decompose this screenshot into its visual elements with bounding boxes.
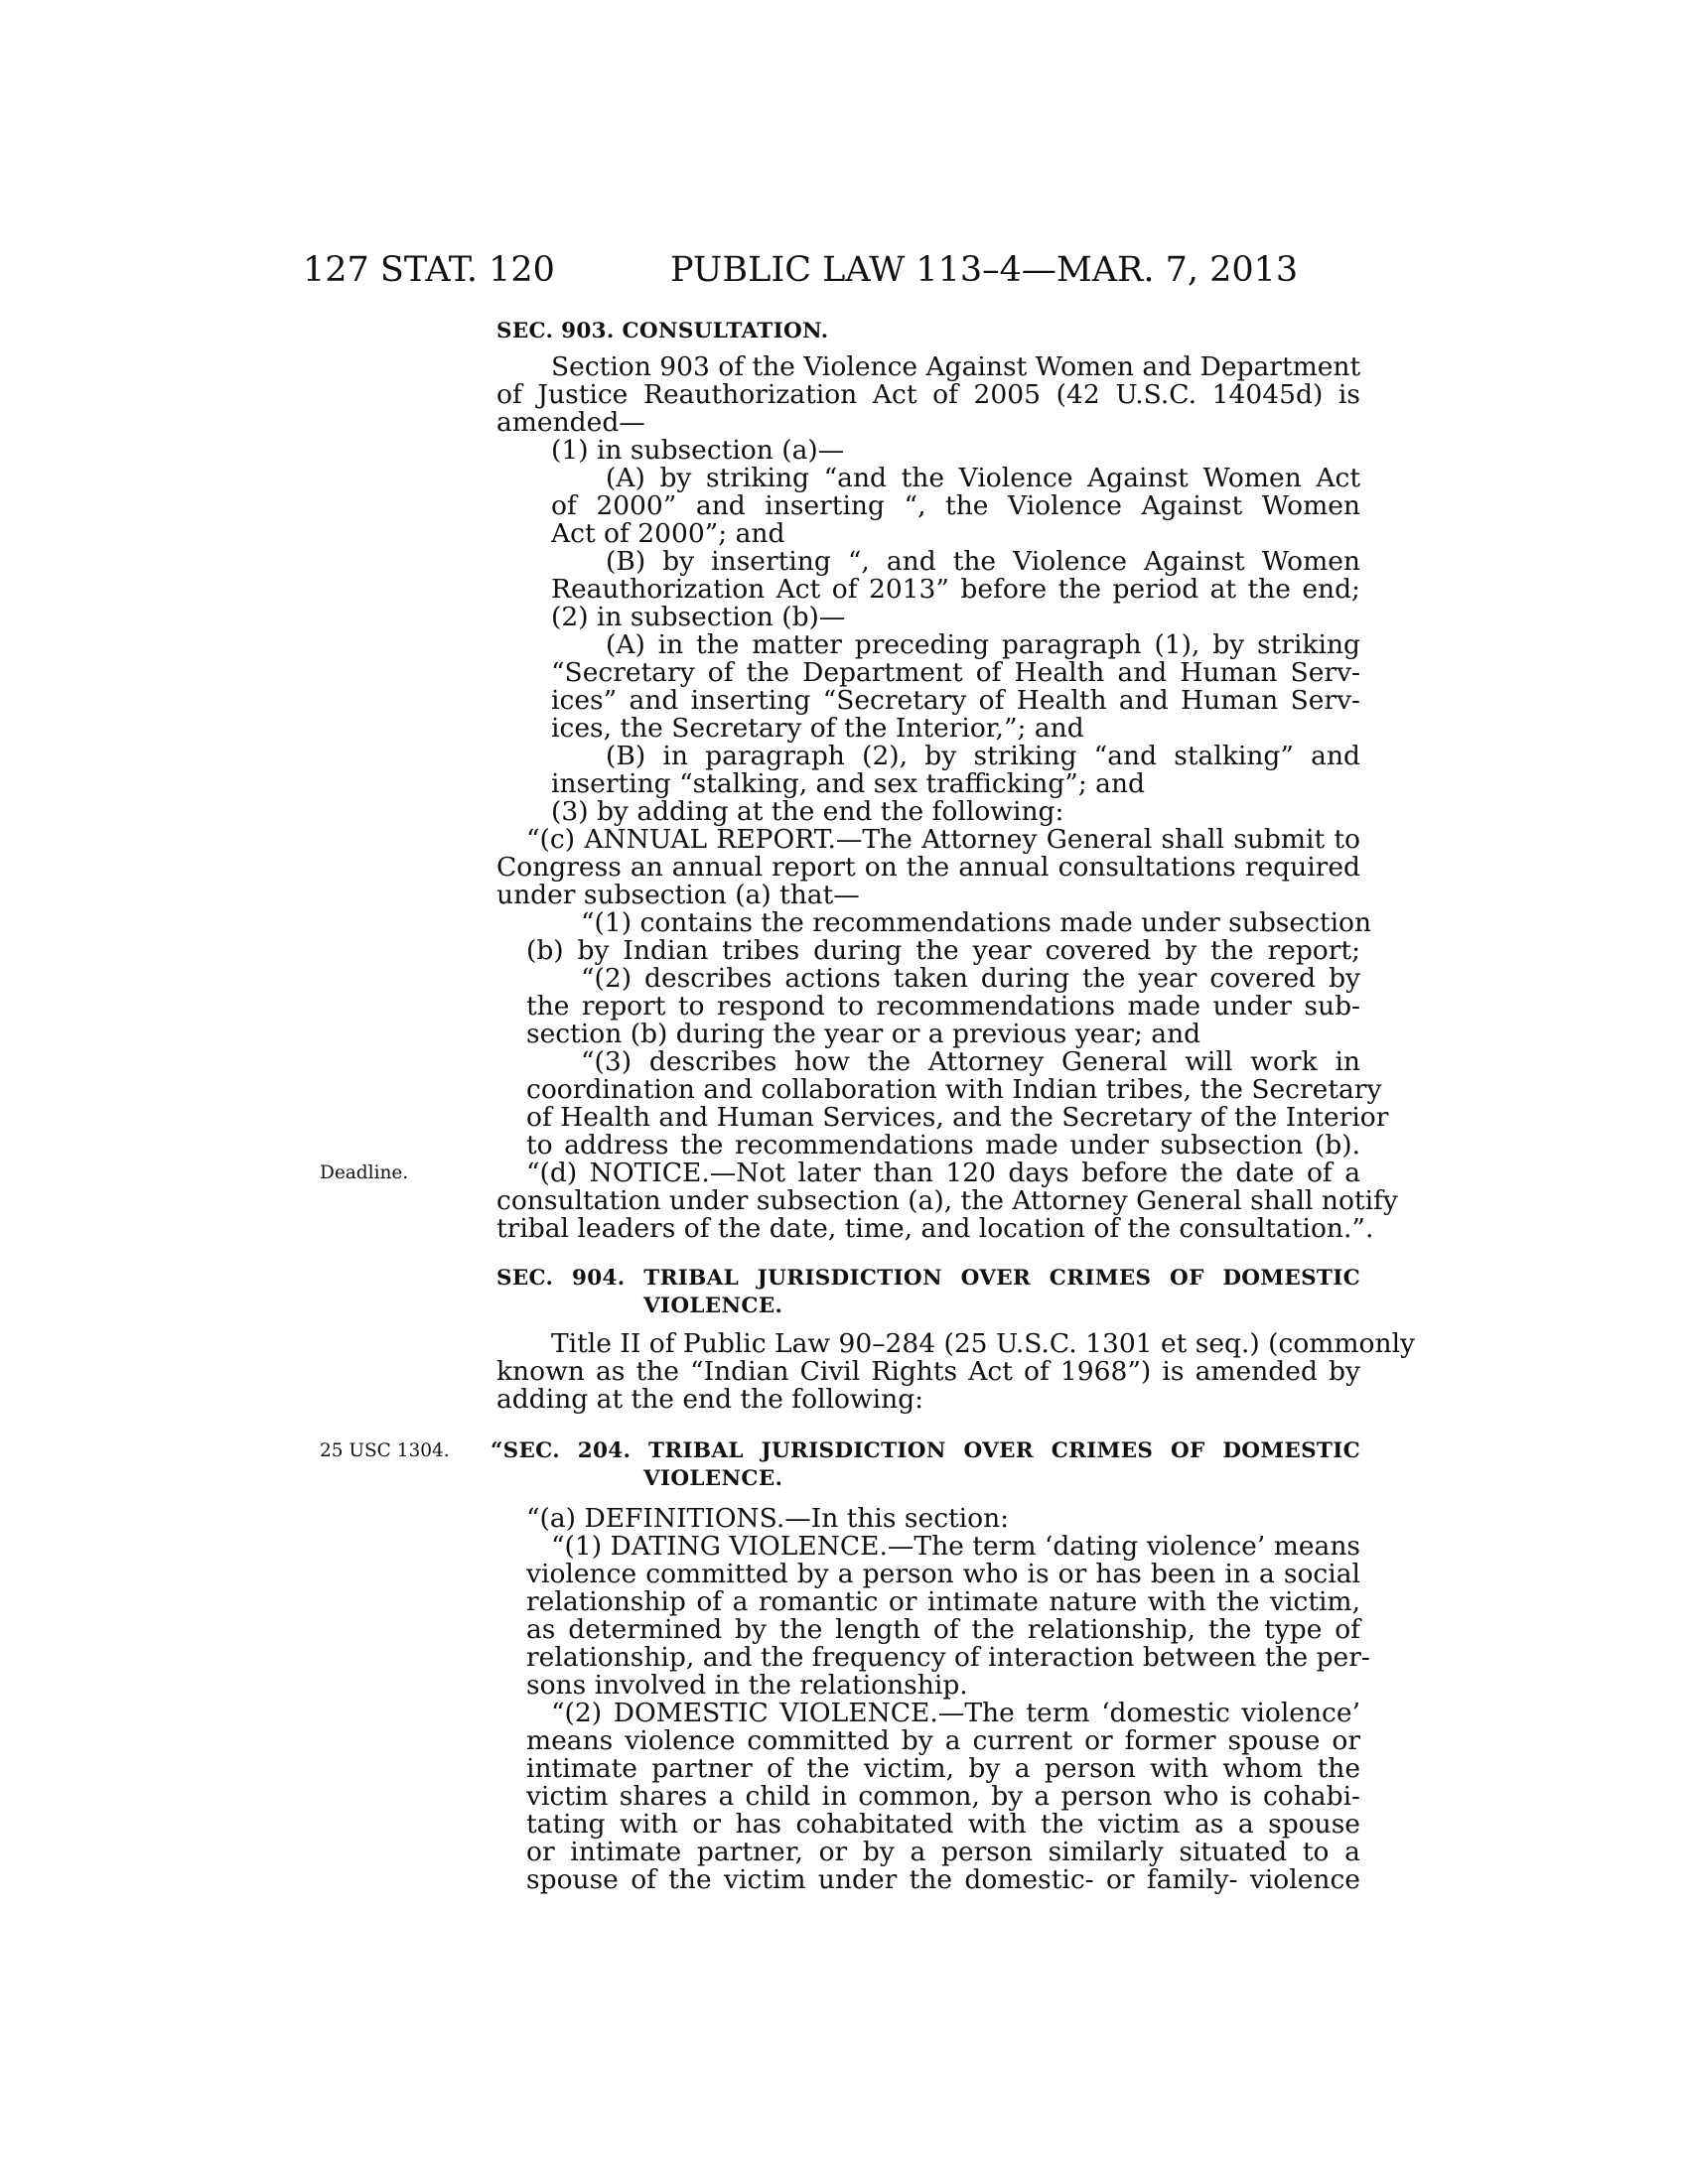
text-line: Congress an annual report on the annual consultations required — [496, 852, 1360, 883]
text-line: “(1) DATING VIOLENCE.—The term ‘dating violence’ means — [551, 1531, 1360, 1562]
text-line: (1) in subsection (a)— — [551, 435, 845, 466]
section-204-heading-line2: VIOLENCE. — [643, 1466, 783, 1491]
text-line: under subsection (a) that— — [496, 880, 860, 910]
text-line: as determined by the length of the relationship, the type of — [526, 1614, 1360, 1645]
text-line: violence committed by a person who is or has been in a social — [526, 1559, 1360, 1589]
text-line: (A) in the matter preceding paragraph (1), by striking — [606, 629, 1360, 660]
text-line: section (b) during the year or a previous year; and — [526, 1019, 1201, 1049]
page-volume: 127 STAT. 120 — [303, 250, 555, 290]
text-line: of 2000” and inserting “, the Violence Against Women — [551, 490, 1360, 521]
text-line: adding at the end the following: — [496, 1384, 924, 1415]
page-running-title: PUBLIC LAW 113–4—MAR. 7, 2013 — [670, 250, 1299, 290]
section-904-heading-line1: SEC. 904. TRIBAL JURISDICTION OVER CRIMES OF DOMESTIC — [496, 1266, 1360, 1291]
text-line: means violence committed by a current or former spouse or — [526, 1725, 1360, 1756]
text-line: tribal leaders of the date, time, and location of the consultation.”. — [496, 1213, 1374, 1244]
margin-note-usc-1304: 25 USC 1304. — [320, 1440, 450, 1461]
text-line: consultation under subsection (a), the Attorney General shall notify — [496, 1185, 1398, 1216]
text-line: of Justice Reauthorization Act of 2005 (42 U.S.C. 14045d) is — [496, 379, 1360, 410]
text-line: tating with or has cohabitated with the victim as a spouse — [526, 1809, 1360, 1840]
text-line: (2) in subsection (b)— — [551, 602, 846, 632]
section-204-heading — [491, 1437, 1360, 1493]
text-line: or intimate partner, or by a person similarly situated to a — [526, 1837, 1360, 1867]
text-line: “(1) contains the recommendations made under subsection — [581, 907, 1372, 938]
text-line: “Secretary of the Department of Health and Human Serv- — [551, 657, 1360, 688]
text-line: sons involved in the relationship. — [526, 1670, 968, 1701]
section-903-heading: SEC. 903. CONSULTATION. — [496, 319, 829, 343]
text-line: Reauthorization Act of 2013” before the period at the end; — [551, 574, 1360, 605]
text-line: “(2) DOMESTIC VIOLENCE.—The term ‘domestic violence’ — [551, 1698, 1360, 1728]
text-line: inserting “stalking, and sex trafficking”; and — [551, 768, 1146, 799]
text-line: (b) by Indian tribes during the year covered by the report; — [526, 935, 1360, 966]
text-line: coordination and collaboration with Indian tribes, the Secretary — [526, 1074, 1382, 1105]
section-904-heading-line2: VIOLENCE. — [643, 1294, 783, 1318]
text-line: known as the “Indian Civil Rights Act of 1968”) is amended by — [496, 1356, 1360, 1387]
text-line: ices, the Secretary of the Interior,”; and — [551, 713, 1084, 744]
text-line: Section 903 of the Violence Against Women and Department — [551, 351, 1361, 382]
text-line: (3) by adding at the end the following: — [551, 796, 1064, 827]
text-line: “(c) ANNUAL REPORT.—The Attorney General shall submit to — [526, 824, 1360, 855]
text-line: Title II of Public Law 90–284 (25 U.S.C. 1301 et seq.) (commonly — [551, 1328, 1416, 1359]
text-line: (A) by striking “and the Violence Against Women Act — [606, 463, 1360, 493]
section-904-heading — [496, 1265, 1360, 1320]
text-line: of Health and Human Services, and the Secretary of the Interior — [526, 1102, 1389, 1133]
text-line: ices” and inserting “Secretary of Health and Human Serv- — [551, 685, 1360, 716]
section-204-heading-line1: “SEC. 204. TRIBAL JURISDICTION OVER CRIMES OF DOMESTIC — [491, 1438, 1360, 1463]
text-line: “(3) describes how the Attorney General will work in — [581, 1046, 1360, 1077]
text-line: intimate partner of the victim, by a person with whom the — [526, 1753, 1360, 1784]
text-line: amended— — [496, 407, 645, 438]
margin-note-deadline: Deadline. — [320, 1162, 409, 1183]
text-line: relationship of a romantic or intimate nature with the victim, — [526, 1586, 1360, 1617]
text-line: “(2) describes actions taken during the year covered by — [581, 963, 1360, 994]
text-line: “(a) DEFINITIONS.—In this section: — [526, 1503, 1010, 1534]
text-line: victim shares a child in common, by a person who is cohabi- — [526, 1781, 1360, 1812]
text-line: “(d) NOTICE.—Not later than 120 days before the date of a — [526, 1158, 1360, 1188]
text-line: the report to respond to recommendations made under sub- — [526, 991, 1360, 1022]
text-line: relationship, and the frequency of interaction between the per- — [526, 1642, 1370, 1673]
text-line: Act of 2000”; and — [551, 518, 785, 549]
text-line: to address the recommendations made under subsection (b). — [526, 1130, 1360, 1160]
text-line: spouse of the victim under the domestic- or family- violence — [526, 1864, 1360, 1895]
text-line: (B) by inserting “, and the Violence Against Women — [606, 546, 1360, 577]
text-line: (B) in paragraph (2), by striking “and stalking” and — [606, 741, 1360, 771]
